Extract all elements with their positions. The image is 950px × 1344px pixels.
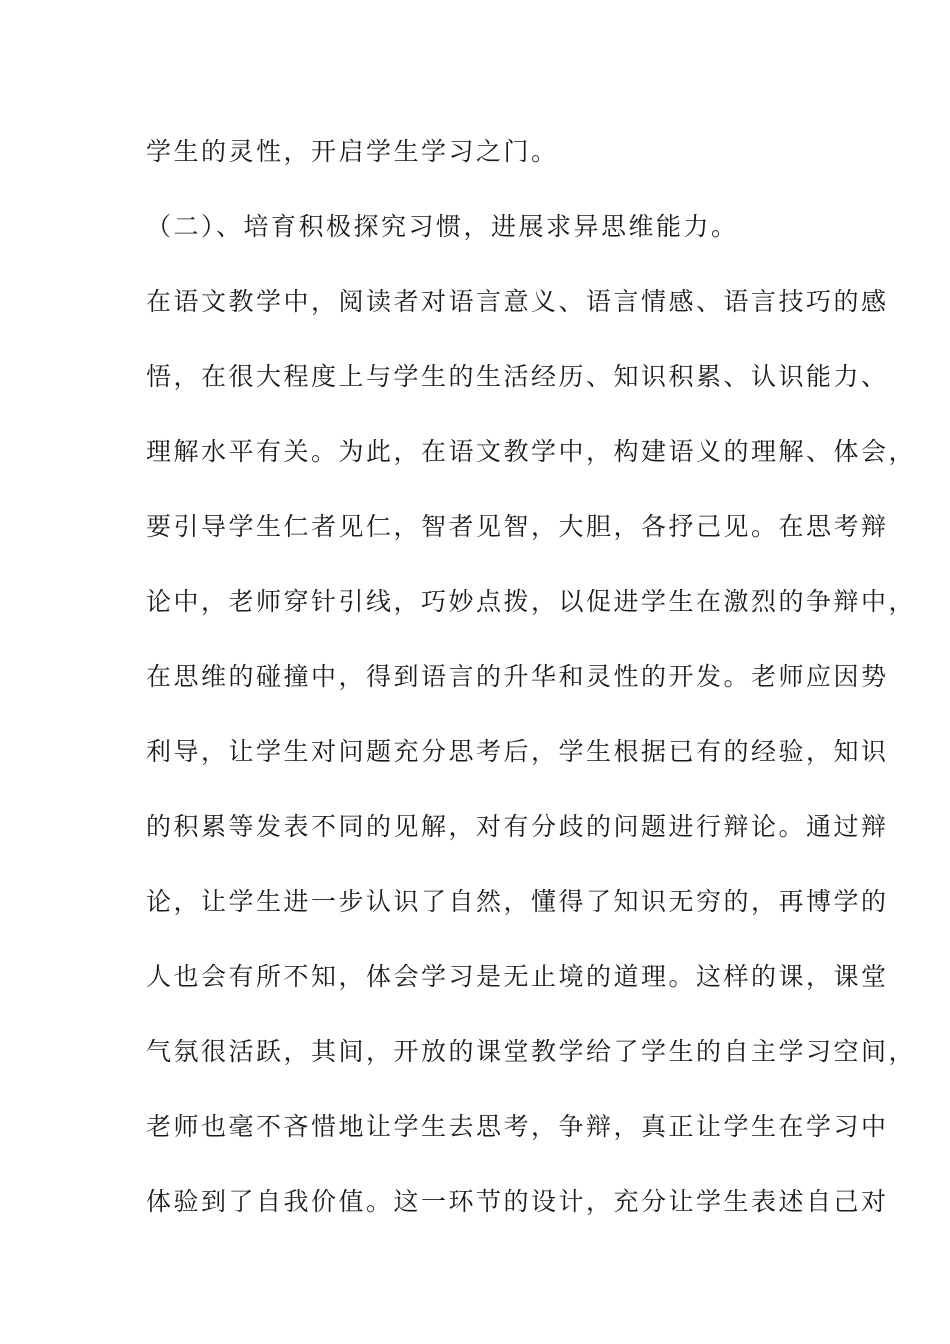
text-line: 理解水平有关。为此，在语文教学中，构建语义的理解、体会， xyxy=(146,437,917,466)
text-line: 气氛很活跃，其间，开放的课堂教学给了学生的自主学习空间， xyxy=(146,1037,917,1066)
section-heading: （二）、培育积极探究习惯，进展求异思维能力。 xyxy=(146,212,739,241)
text-line: 利导，让学生对问题充分思考后，学生根据已有的经验，知识 xyxy=(146,737,889,766)
text-line: 的积累等发表不同的见解，对有分歧的问题进行辩论。通过辩 xyxy=(146,812,889,841)
text-line: 论中，老师穿针引线，巧妙点拨，以促进学生在激烈的争辩中， xyxy=(146,587,917,616)
text-line: 学生的灵性，开启学生学习之门。 xyxy=(146,137,559,166)
text-line: 在思维的碰撞中，得到语言的升华和灵性的开发。老师应因势 xyxy=(146,662,889,691)
text-line: 在语文教学中，阅读者对语言意义、语言情感、语言技巧的感 xyxy=(146,287,889,316)
text-line: 悟，在很大程度上与学生的生活经历、知识积累、认识能力、 xyxy=(146,362,889,391)
text-line: 论，让学生进一步认识了自然，懂得了知识无穷的，再博学的 xyxy=(146,887,889,916)
text-line: 要引导学生仁者见仁，智者见智，大胆，各抒己见。在思考辩 xyxy=(146,512,889,541)
text-line: 老师也毫不吝惜地让学生去思考，争辩，真正让学生在学习中 xyxy=(146,1112,889,1141)
text-line: 人也会有所不知，体会学习是无止境的道理。这样的课，课堂 xyxy=(146,962,889,991)
text-line: 体验到了自我价值。这一环节的设计，充分让学生表述自己对 xyxy=(146,1187,889,1216)
